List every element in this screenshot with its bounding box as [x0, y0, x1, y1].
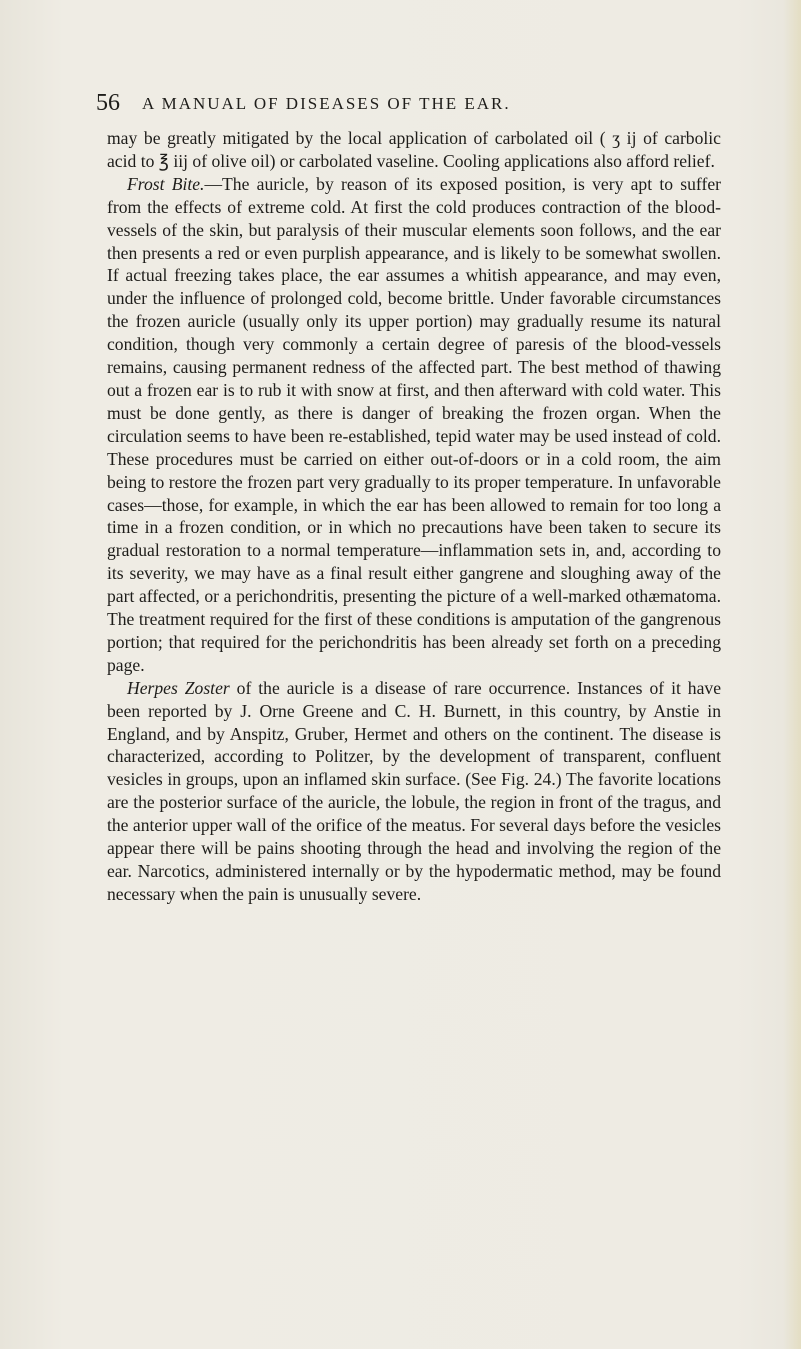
paragraph-herpes-zoster — [107, 677, 721, 906]
book-title: A MANUAL OF DISEASES OF THE EAR. — [142, 94, 511, 113]
page-number: 56 — [96, 90, 120, 116]
section-heading-herpes-zoster: Herpes Zoster — [127, 677, 230, 698]
page-edge-stain — [783, 0, 801, 1349]
paragraph-frost-bite-text: —The auricle, by reason of its exposed position, is very apt to suffer from the effects of extreme cold. At first the cold produces contraction of the blood-vessels of the skin, but paralysis of their muscular elements soon follows, and the ear then presents a red or even purplish appearance, and is likely to be somewhat swollen. If actual freezing takes place, the ear assumes a whitish appearance, and may even, under the influence of prolonged cold, become brittle. Under favorable circumstances the frozen auricle (usually only its upper portion) may gradually resume its natural condition, though very commonly a certain degree of paresis of the blood-vessels remains, causing permanent redness of the affected part. The best method of thawing out a frozen ear is to rub it with snow at first, and then afterward with cold water. This must be done gently, as there is danger of breaking the frozen organ. When the circulation seems to have been re-established, tepid water may be used instead of cold. These procedures must be carried on either out-of-doors or in a cold room, the aim being to restore the frozen part very gradually to its proper temperature. In unfavorable cases—those, for example, in which the ear has been allowed to remain for too long a time in a frozen condition, or in which no precautions have been taken to secure its gradual restoration to a normal temperature—inflammation sets in, and, according to its severity, we may have as a final result either gangrene and sloughing away of the part affected, or a perichondritis, presenting the picture of a well-marked othæmatoma. The treatment required for the first of these conditions is amputation of the gangrenous portion; that required for the perichondritis has been already set forth on a preceding page. — [107, 173, 721, 675]
section-heading-frost-bite: Frost Bite. — [127, 173, 205, 194]
paragraph-frost-bite — [107, 173, 721, 677]
paragraph-carbolated-oil: may be greatly mitigated by the local application of carbolated oil ( ʒ ij of carbolic acid to ℥ iij of olive oil) or carbolated vaseline. Cooling applications also afford relief. — [107, 128, 721, 171]
running-head — [96, 90, 736, 118]
paragraph-herpes-zoster-text: of the auricle is a disease of rare occurrence. Instances of it have been reported by J. Orne Greene and C. H. Burnett, in this country, by Anstie in England, and by Anspitz, Gruber, Hermet and others on the continent. The disease is characterized, according to Politzer, by the development of transparent, confluent vesicles in groups, upon an inflamed skin surface. (See Fig. 24.) The favorite locations are the posterior surface of the auricle, the lobule, the region in front of the tragus, and the anterior upper wall of the orifice of the meatus. For several days before the vesicles appear there will be pains shooting through the head and involving the region of the ear. Narcotics, administered internally or by the hypodermatic method, may be found necessary when the pain is unusually severe. — [107, 677, 721, 904]
body-text — [107, 127, 721, 906]
